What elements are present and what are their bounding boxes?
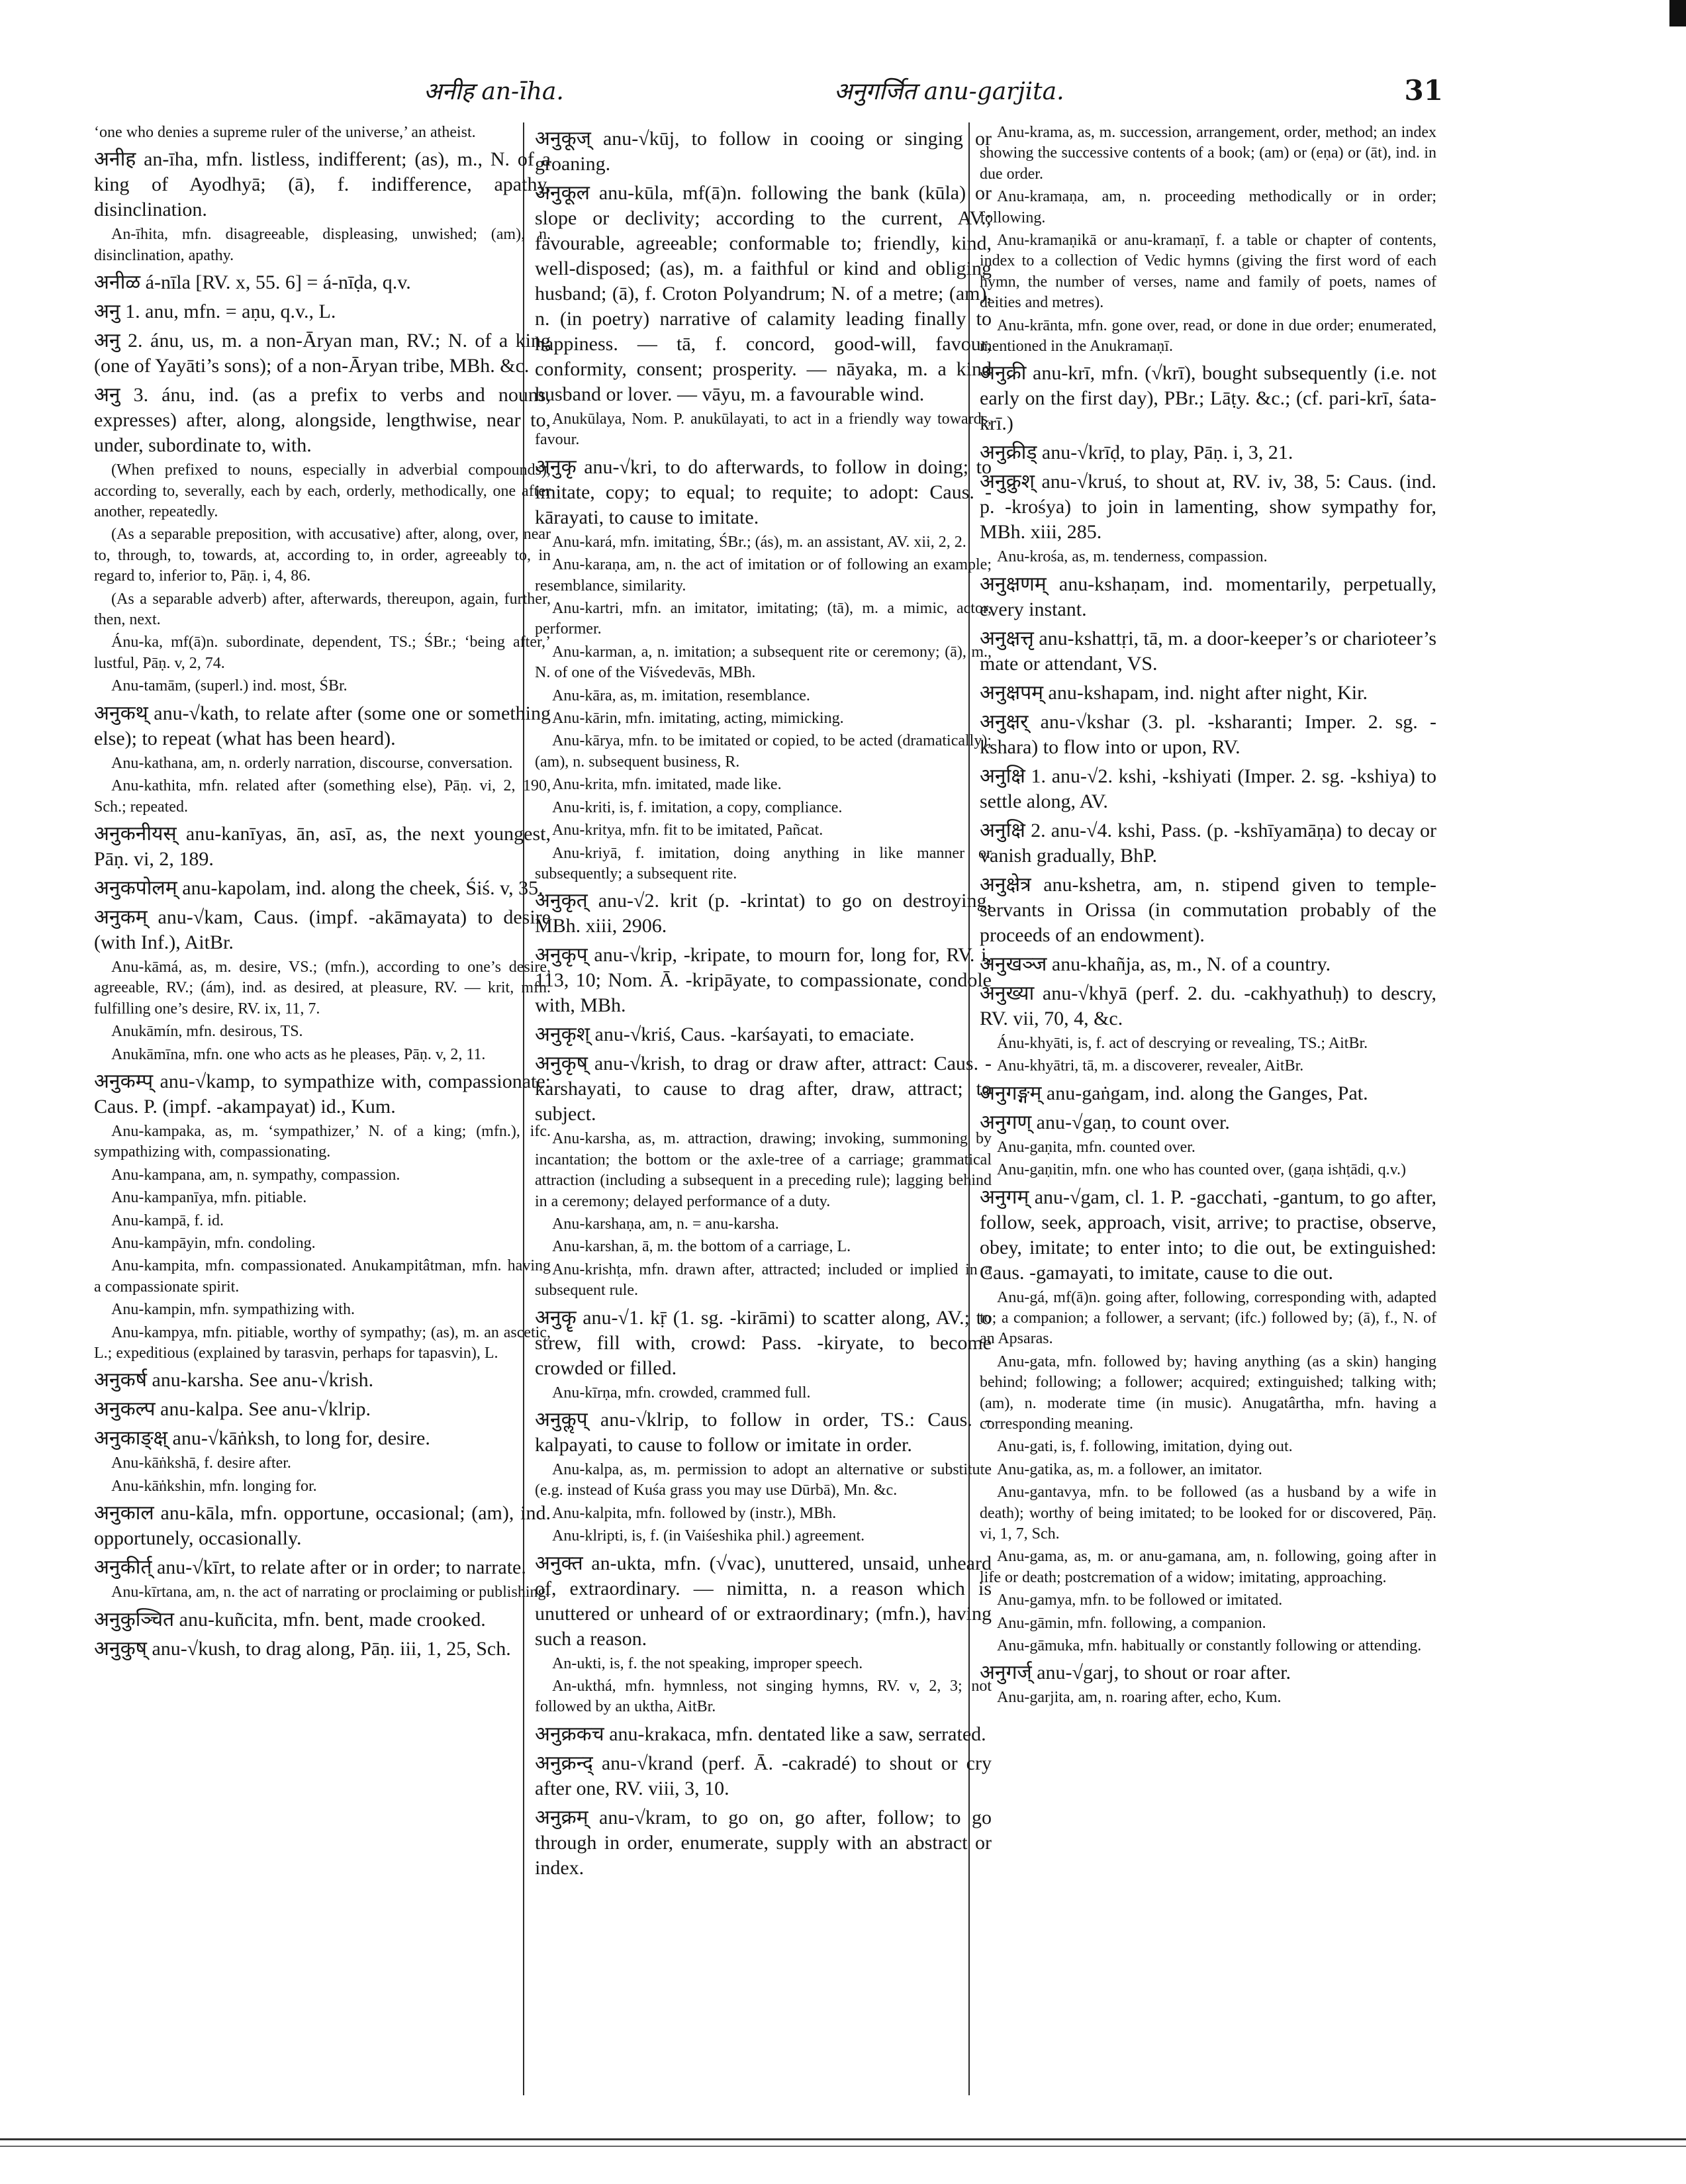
dictionary-entry: Anu-kampita, mfn. compassionated. Anukampitâtman, mfn. having a compassionate spirit. (94, 1257, 551, 1296)
dictionary-entry: Anu-karsha, as, m. attraction, drawing; invoking, summoning by incantation; the bottom or the axle-tree of a carriage; grammatical attraction (including a subsequent in a preceding rule); lagging behind in a ceremony; delayed performance of a duty. (535, 1130, 992, 1210)
dictionary-entry: Anu-karshaṇa, am, n. = anu-karsha. (552, 1215, 779, 1233)
dictionary-entry: Anu-kampana, am, n. sympathy, compassion. (111, 1166, 400, 1184)
dictionary-entry: Anukāmín, mfn. desirous, TS. (111, 1023, 303, 1041)
dictionary-entry: अनुकृत् anu-√2. krit (p. -krintat) to go on destroying, MBh. xiii, 2906. (535, 890, 992, 937)
dictionary-entry: An-ukti, is, f. the not speaking, improper speech. (552, 1654, 863, 1672)
dictionary-entry: Anu-kramaṇa, am, n. proceeding methodically or in order; following. (980, 188, 1436, 226)
dictionary-entry: अनुगम् anu-√gam, cl. 1. P. -gacchati, -gantum, to go after, follow, seek, approach, visit, arrive; to practise, observe, obey, imitate; to enter into; to die out, be extinguished: Caus. -gamayati, to imitate, cause to die out. (980, 1186, 1436, 1284)
dictionary-entry: Anu-kāmá, as, m. desire, VS.; (mfn.), according to one’s desire, agreeable, RV.; (ám), ind. as desired, at pleasure, RV. — krit, mfn. fulfilling one’s desire, RV. ix, 11, 7. (94, 958, 551, 1018)
dictionary-entry: Anu-kramaṇikā or anu-kramaṇī, f. a table or chapter of contents, index to a collection of Vedic hymns (giving the first word of each hymn, the number of verses, name and family of poets, names of deities and metres). (980, 232, 1436, 312)
dictionary-entry: Anu-kārya, mfn. to be imitated or copied, to be acted (dramatically); (am), n. subsequent business, R. (535, 732, 992, 771)
page-header (424, 74, 1443, 120)
dictionary-entry: Anu-kartri, mfn. an imitator, imitating; (tā), m. a mimic, actor, performer. (535, 600, 992, 638)
dictionary-entry: अनुकूल anu-kūla, mf(ā)n. following the bank (kūla) or slope or declivity; according to the current, AV.; favourable, agreeable; conformable to; friendly, kind, well-disposed; (as), m. a faithful or kind and obliging husband; (ā), f. Croton Polyandrum; N. of a metre; (am), n. (in poetry) narrative of calamity leading finally to happiness. — tā, f. concord, good-will, favour, conformity, consent; prosperity. — nāyaka, m. a kind husband or lover. — vāyu, m. a favourable wind. (535, 182, 992, 405)
dictionary-entry: Anu-kampanīya, mfn. pitiable. (111, 1189, 307, 1207)
dictionary-entry: Anu-gantavya, mfn. to be followed (as a husband by a wife in death); worthy of being imitated; to be looked for or discovered, Pāṇ. vi, 1, 7, Sch. (980, 1484, 1436, 1543)
header-left-guideword: अनीह an-īha. (424, 78, 564, 105)
dictionary-entry: अनुक्रीड् anu-√krīḍ, to play, Pāṇ. i, 3, 21. (980, 442, 1293, 464)
dictionary-entry: Anu-kriyā, f. imitation, doing anything in like manner or subsequently; a subsequent rite. (535, 844, 992, 882)
dictionary-entry: (When prefixed to nouns, especially in adverbial compounds), according to, severally, each by each, orderly, methodically, one after another, repeatedly. (94, 461, 551, 521)
dictionary-entry: Anu-kārin, mfn. imitating, acting, mimicking. (552, 710, 844, 728)
scan-edge-mark (1669, 0, 1686, 26)
column-1 (94, 122, 551, 2099)
dictionary-entry: अनीह an-īha, mfn. listless, indifferent; (as), m., N. of a king of Ayodhyā; (ā), f. indifference, apathy, disinclination. (94, 148, 551, 221)
dictionary-entry: अनुक्षर् anu-√kshar (3. pl. -ksharanti; Imper. 2. sg. -kshara) to flow into or upon, RV. (980, 710, 1436, 758)
dictionary-entry: अनुकॄ anu-√1. kṝ (1. sg. -kirāmi) to scatter along, AV.; to strew, fill with, crowd: Pass. -kiryate, to become crowded or filled. (535, 1306, 992, 1379)
dictionary-entry: अनुकृश् anu-√kriś, Caus. -karśayati, to emaciate. (535, 1023, 915, 1046)
dictionary-entry: अनुकल्प anu-kalpa. See anu-√klrip. (94, 1398, 371, 1421)
dictionary-entry: अनु 3. ánu, ind. (as a prefix to verbs and nouns, expresses) after, along, alongside, lengthwise, near to, under, subordinate to, with. (94, 384, 551, 457)
dictionary-entry: अनुगङ्गम् anu-gaṅgam, ind. along the Ganges, Pat. (980, 1082, 1368, 1104)
dictionary-entry: Anu-gāmin, mfn. following, a companion. (997, 1614, 1266, 1632)
dictionary-entry: (As a separable preposition, with accusative) after, along, over, near to, through, to, towards, at, according to, in order, agreeably to, in regard to, inferior to, Pāṇ. i, 4, 86. (94, 526, 551, 585)
header-center-guideword: अनुगर्जित anu-garjita. (834, 78, 1064, 105)
dictionary-entry: अनुकाङ्क्ष् anu-√kāṅksh, to long for, desire. (94, 1427, 430, 1450)
dictionary-entry: Anu-kampya, mfn. pitiable, worthy of sympathy; (as), m. an ascetic, L.; expeditious (explained by tarasvin, perhaps for tapasvin), L. (94, 1323, 551, 1362)
dictionary-entry: Anu-gaṇita, mfn. counted over. (997, 1138, 1195, 1156)
dictionary-entry: अनु 2. ánu, us, m. a non-Āryan man, RV.; N. of a king (one of Yayāti’s sons); of a non-Āryan tribe, MBh. &c. (94, 330, 551, 377)
dictionary-entry: अनुक्षि 2. anu-√4. kshi, Pass. (p. -kshīyamāṇa) to decay or vanish gradually, BhP. (980, 819, 1436, 867)
dictionary-entry: अनुखञ्ज anu-khañja, as, m., N. of a country. (980, 953, 1331, 975)
dictionary-entry: अनुकनीयस् anu-kanīyas, ān, asī, as, the next youngest, Pāṇ. vi, 2, 189. (94, 822, 551, 870)
dictionary-entry: Anu-karman, a, n. imitation; a subsequent rite or ceremony; (ā), m., N. of one of the Viśvedevās, MBh. (535, 643, 992, 682)
column-3 (980, 122, 1436, 2099)
dictionary-entry: अनु 1. anu, mfn. = aṇu, q.v., L. (94, 301, 336, 323)
dictionary-entry: Anu-krita, mfn. imitated, made like. (552, 776, 782, 794)
dictionary-entry: अनुख्या anu-√khyā (perf. 2. du. -cakhyathuḥ) to descry, RV. vii, 70, 4, &c. (980, 982, 1436, 1029)
dictionary-entry: Anu-kriti, is, f. imitation, a copy, compliance. (552, 798, 843, 816)
dictionary-entry: अनुगण् anu-√gaṇ, to count over. (980, 1111, 1230, 1133)
column-2 (535, 122, 992, 2099)
dictionary-entry: Anu-gati, is, f. following, imitation, dying out. (997, 1438, 1293, 1456)
dictionary-entry: अनुकुञ्चित anu-kuñcita, mfn. bent, made crooked. (94, 1608, 486, 1631)
dictionary-entry: Anu-gama, as, m. or anu-gamana, am, n. following, going after in life or death; postcremation of a widow; imitating, approaching. (980, 1548, 1436, 1586)
dictionary-entry: अनुकूज् anu-√kūj, to follow in cooing or singing or groaning. (535, 128, 992, 175)
dictionary-entry: Anu-karaṇa, am, n. the act of imitation or of following an example; resemblance, similarity. (535, 556, 992, 594)
dictionary-entry: Anukāmīna, mfn. one who acts as he pleases, Pāṇ. v, 2, 11. (111, 1045, 486, 1063)
dictionary-entry: अनुक्षत्तृ anu-kshattṛi, tā, m. a door-keeper’s or charioteer’s mate or attendant, VS. (980, 627, 1436, 675)
dictionary-entry: Anu-klripti, is, f. (in Vaiśeshika phil.) agreement. (552, 1527, 865, 1545)
page-number: 31 (1404, 74, 1443, 107)
dictionary-entry: Anu-kathita, mfn. related after (something else), Pāṇ. vi, 2, 190, Sch.; repeated. (94, 777, 551, 816)
dictionary-entry: अनुक्रकच anu-krakaca, mfn. dentated like a saw, serrated. (535, 1723, 986, 1745)
dictionary-entry: Anu-kampin, mfn. sympathizing with. (111, 1301, 355, 1319)
dictionary-entry: An-ukthá, mfn. hymnless, not singing hymns, RV. v, 2, 3; not followed by an uktha, AitBr. (535, 1678, 992, 1716)
dictionary-entry: अनुक्षेत्र anu-kshetra, am, n. stipend given to temple-servants in Orissa (in commutation probably of the proceeds of an endowment). (980, 873, 1436, 946)
dictionary-entry: अनुक्त an-ukta, mfn. (√vac), unuttered, unsaid, unheard of, extraordinary. — nimitta, n. a reason which is unuttered or unheard of or extraordinary; (mfn.), having such a reason. (535, 1552, 992, 1650)
dictionary-entry: Anu-kāṅkshin, mfn. longing for. (111, 1477, 317, 1495)
dictionary-entry: Anu-garjita, am, n. roaring after, echo, Kum. (997, 1689, 1282, 1707)
dictionary-entry: अनुकुष् anu-√kush, to drag along, Pāṇ. iii, 1, 25, Sch. (94, 1637, 511, 1660)
dictionary-entry: Anu-krośa, as, m. tenderness, compassion. (997, 548, 1268, 566)
dictionary-entry: Anukūlaya, Nom. P. anukūlayati, to act in a friendly way towards, favour. (535, 410, 992, 449)
dictionary-entry: अनुक्री anu-krī, mfn. (√krī), bought subsequently (i.e. not early on the first day), PBr.; Lāṭy. &c.; (cf. pari-krī, śata-krī.) (980, 362, 1436, 435)
dictionary-entry: Anu-kampāyin, mfn. condoling. (111, 1234, 316, 1252)
dictionary-entry: Anu-gata, mfn. followed by; having anything (as a skin) hanging behind; following; a follower; acquired; extinguished; talking with; (am), n. moderate time (in music). Anugatârtha, mfn. having a corresponding meaning. (980, 1353, 1436, 1433)
dictionary-entry: Anu-krānta, mfn. gone over, read, or done in due order; enumerated, mentioned in the Anukramaṇī. (980, 316, 1436, 356)
dictionary-entry: अनुगर्ज् anu-√garj, to shout or roar after. (980, 1662, 1291, 1684)
dictionary-entry: An-īhita, mfn. disagreeable, displeasing, unwished; (am), n. disinclination, apathy. (94, 226, 551, 264)
dictionary-entry: अनुक्रन्द् anu-√krand (perf. Ā. -cakradé) to shout or cry after one, RV. viii, 3, 10. (535, 1752, 992, 1799)
dictionary-entry: अनुक्षणम् anu-kshaṇam, ind. momentarily, perpetually, every instant. (980, 573, 1436, 620)
dictionary-entry: Ánu-ka, mf(ā)n. subordinate, dependent, TS.; ŚBr.; ‘being after,’ lustful, Pāṇ. v, 2, 74. (94, 634, 551, 672)
dictionary-entry: Anu-krama, as, m. succession, arrangement, order, method; an index showing the successive contents of a book; (am) or (eṇa) or (āt), ind. in due order. (980, 124, 1436, 183)
dictionary-entry: Anu-kāṅkshā, f. desire after. (111, 1454, 291, 1472)
dictionary-entry: अनुकीर्त् anu-√kīrt, to relate after or in order; to narrate. (94, 1556, 526, 1579)
dictionary-entry: अनुकृ anu-√kri, to do afterwards, to follow in doing; to imitate, copy; to equal; to requite; to adopt: Caus. -kārayati, to cause to imitate. (535, 455, 992, 528)
dictionary-entry: Anu-kampaka, as, m. ‘sympathizer,’ N. of a king; (mfn.), ifc. sympathizing with, compassionating. (94, 1122, 551, 1161)
dictionary-entry: Anu-kritya, mfn. fit to be imitated, Pañcat. (552, 822, 823, 839)
dictionary-entry: Anu-gá, mf(ā)n. going after, following, corresponding with, adapted to; a companion; a follower, a servant; (ifc.) followed by; (ā), f., N. of an Apsaras. (980, 1288, 1436, 1348)
dictionary-entry: Anu-kathana, am, n. orderly narration, discourse, conversation. (111, 754, 513, 772)
dictionary-entry: अनुकम् anu-√kam, Caus. (impf. -akāmayata) to desire (with Inf.), AitBr. (94, 906, 551, 953)
dictionary-entry: Anu-krishṭa, mfn. drawn after, attracted; included or implied in a subsequent rule. (535, 1260, 992, 1300)
dictionary-entry: अनुक्षपम् anu-kshapam, ind. night after night, Kir. (980, 681, 1368, 704)
dictionary-entry: अनुकॢप् anu-√klrip, to follow in order, TS.: Caus. -kalpayati, to cause to follow or imitate in order. (535, 1408, 992, 1456)
dictionary-entry: अनुकथ् anu-√kath, to relate after (some one or something else); to repeat (what has been heard). (94, 702, 551, 749)
bottom-rule (0, 2138, 1686, 2147)
dictionary-entry: Anu-gāmuka, mfn. habitually or constantly following or attending. (997, 1637, 1422, 1654)
dictionary-entry: Anu-tamām, (superl.) ind. most, ŚBr. (111, 677, 348, 695)
dictionary-entry: अनुकाल anu-kāla, mfn. opportune, occasional; (am), ind. opportunely, occasionally. (94, 1502, 551, 1550)
dictionary-entry: Anu-kará, mfn. imitating, ŚBr.; (ás), m. an assistant, AV. xii, 2, 2. (552, 533, 966, 551)
dictionary-entry: (As a separable adverb) after, afterwards, thereupon, again, further, then, next. (94, 590, 551, 629)
dictionary-entry: Anu-kampā, f. id. (111, 1211, 224, 1229)
dictionary-entry: अनुक्रुश् anu-√kruś, to shout at, RV. iv, 38, 5: Caus. (ind. p. -krośya) to join in lamenting, show sympathy for, MBh. xiii, 285. (980, 471, 1436, 544)
dictionary-entry: Anu-kalpa, as, m. permission to adopt an alternative or substitute (e.g. instead of Kuśa grass you may use Dūrbā), Mn. &c. (535, 1460, 992, 1499)
dictionary-entry: अनुकृप् anu-√krip, -kripate, to mourn for, long for, RV. i, 113, 10; Nom. Ā. -kripāyate, to compassionate, condole with, MBh. (535, 944, 992, 1017)
dictionary-entry: Anu-karshan, ā, m. the bottom of a carriage, L. (552, 1238, 851, 1256)
dictionary-entry: Anu-gatika, as, m. a follower, an imitator. (997, 1460, 1262, 1478)
dictionary-entry: Anu-kīrṇa, mfn. crowded, crammed full. (552, 1384, 811, 1401)
dictionary-entry: अनीळ á-nīla [RV. x, 55. 6] = á-nīḍa, q.v. (94, 271, 411, 294)
dictionary-entry: Anu-kāra, as, m. imitation, resemblance. (552, 687, 810, 704)
dictionary-entry: Ánu-khyāti, is, f. act of descrying or revealing, TS.; AitBr. (997, 1034, 1368, 1052)
dictionary-entry: Anu-kalpita, mfn. followed by (instr.), MBh. (552, 1504, 837, 1522)
dictionary-entry: अनुक्षि 1. anu-√2. kshi, -kshiyati (Imper. 2. sg. -kshiya) to settle along, AV. (980, 765, 1436, 812)
dictionary-entry: Anu-kīrtana, am, n. the act of narrating or proclaiming or publishing. (111, 1584, 550, 1601)
dictionary-entry: अनुकृष् anu-√krish, to drag or draw after, attract: Caus. -karshayati, to cause to drag after, draw, attract; to subject. (535, 1053, 992, 1125)
dictionary-entry: अनुकपोलम् anu-kapolam, ind. along the cheek, Śiś. v, 35. (94, 877, 543, 899)
dictionary-entry: अनुकर्ष anu-karsha. See anu-√krish. (94, 1369, 374, 1392)
dictionary-entry: ‘one who denies a supreme ruler of the universe,’ an atheist. (94, 124, 476, 141)
dictionary-entry: Anu-gamya, mfn. to be followed or imitated. (997, 1591, 1283, 1609)
dictionary-entry: अनुक्रम् anu-√kram, to go on, go after, follow; to go through in order, enumerate, supply with an abstract or index. (535, 1806, 992, 1879)
dictionary-entry: Anu-gaṇitin, mfn. one who has counted over, (gaṇa ishṭādi, q.v.) (997, 1161, 1406, 1179)
dictionary-entry: अनुकम्प् anu-√kamp, to sympathize with, compassionate: Caus. P. (impf. -akampayat) id., Kum. (94, 1070, 551, 1117)
dictionary-entry: Anu-khyātri, tā, m. a discoverer, revealer, AitBr. (997, 1057, 1304, 1075)
